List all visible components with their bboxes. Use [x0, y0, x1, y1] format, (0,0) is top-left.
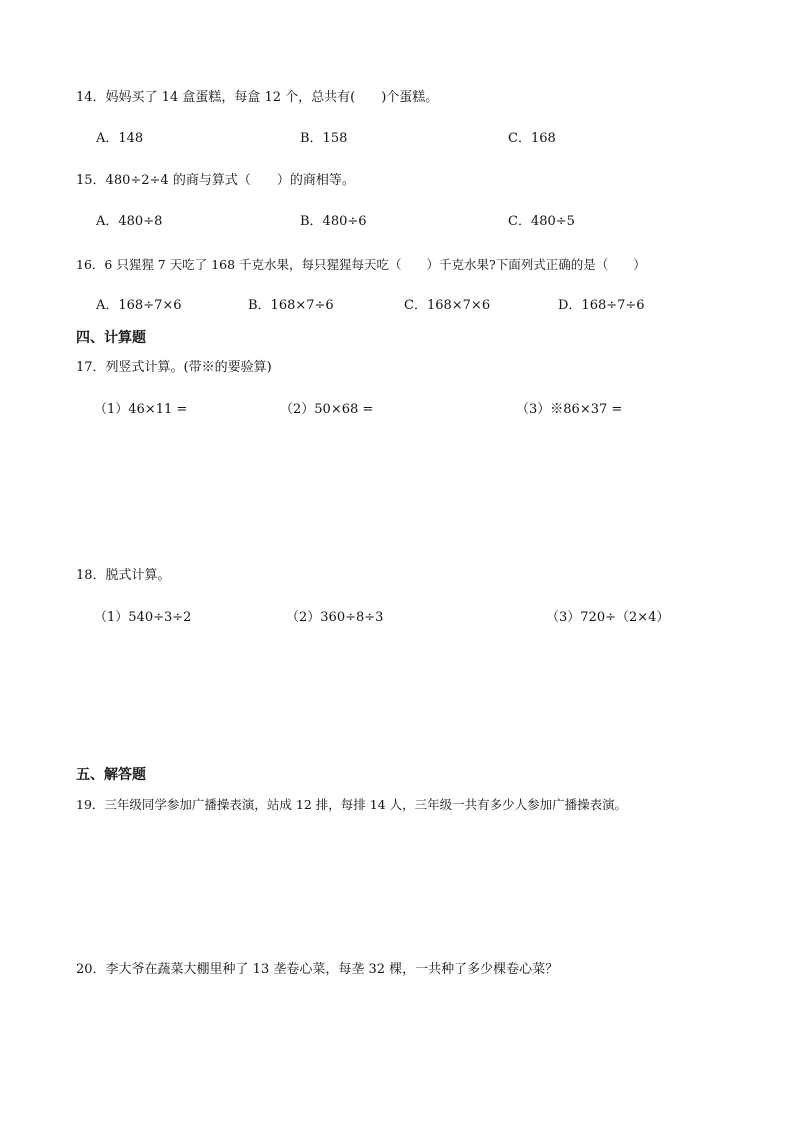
q14-option-c: C．168	[508, 131, 556, 146]
q16-option-c: C．168×7×6	[404, 298, 491, 313]
q18-item-1: （1）540÷3÷2	[94, 610, 192, 625]
q15-option-b: B．480÷6	[300, 214, 367, 229]
question-15: 15．480÷2÷4 的商与算式（ ）的商相等。	[76, 173, 355, 188]
question-19: 19．三年级同学参加广播操表演，站成 12 排，每排 14 人，三年级一共有多少人参加广播操表演。	[76, 797, 628, 812]
q16-option-b: B．168×7÷6	[248, 298, 334, 313]
section-5-title: 五、解答题	[76, 767, 146, 783]
q15-option-c: C．480÷5	[508, 214, 575, 229]
question-18: 18．脱式计算。	[76, 568, 171, 583]
q14-option-a: A．148	[96, 131, 144, 146]
question-20: 20．李大爷在蔬菜大棚里种了 13 垄卷心菜，每垄 32 棵，一共种了多少棵卷心菜？	[76, 962, 559, 977]
q17-item-2: （2）50×68 =	[280, 402, 374, 417]
q17-item-1: （1）46×11 =	[94, 402, 188, 417]
question-17: 17．列竖式计算。(带※的要验算)	[76, 360, 272, 375]
section-4-title: 四、计算题	[76, 330, 146, 346]
q18-item-2: （2）360÷8÷3	[286, 610, 384, 625]
q16-option-d: D．168÷7÷6	[558, 298, 645, 313]
q17-item-3: （3）※86×37 =	[516, 402, 623, 417]
q18-item-3: （3）720÷（2×4）	[546, 610, 670, 625]
q16-option-a: A．168÷7×6	[96, 298, 182, 313]
question-14: 14．妈妈买了 14 盒蛋糕，每盒 12 个，总共有( )个蛋糕。	[76, 90, 439, 105]
q15-option-a: A．480÷8	[96, 214, 163, 229]
question-16: 16．6 只猩猩 7 天吃了 168 千克水果，每只猩猩每天吃（ ）千克水果?下面列式正确的是（ ）	[76, 257, 646, 272]
q14-option-b: B．158	[300, 131, 348, 146]
